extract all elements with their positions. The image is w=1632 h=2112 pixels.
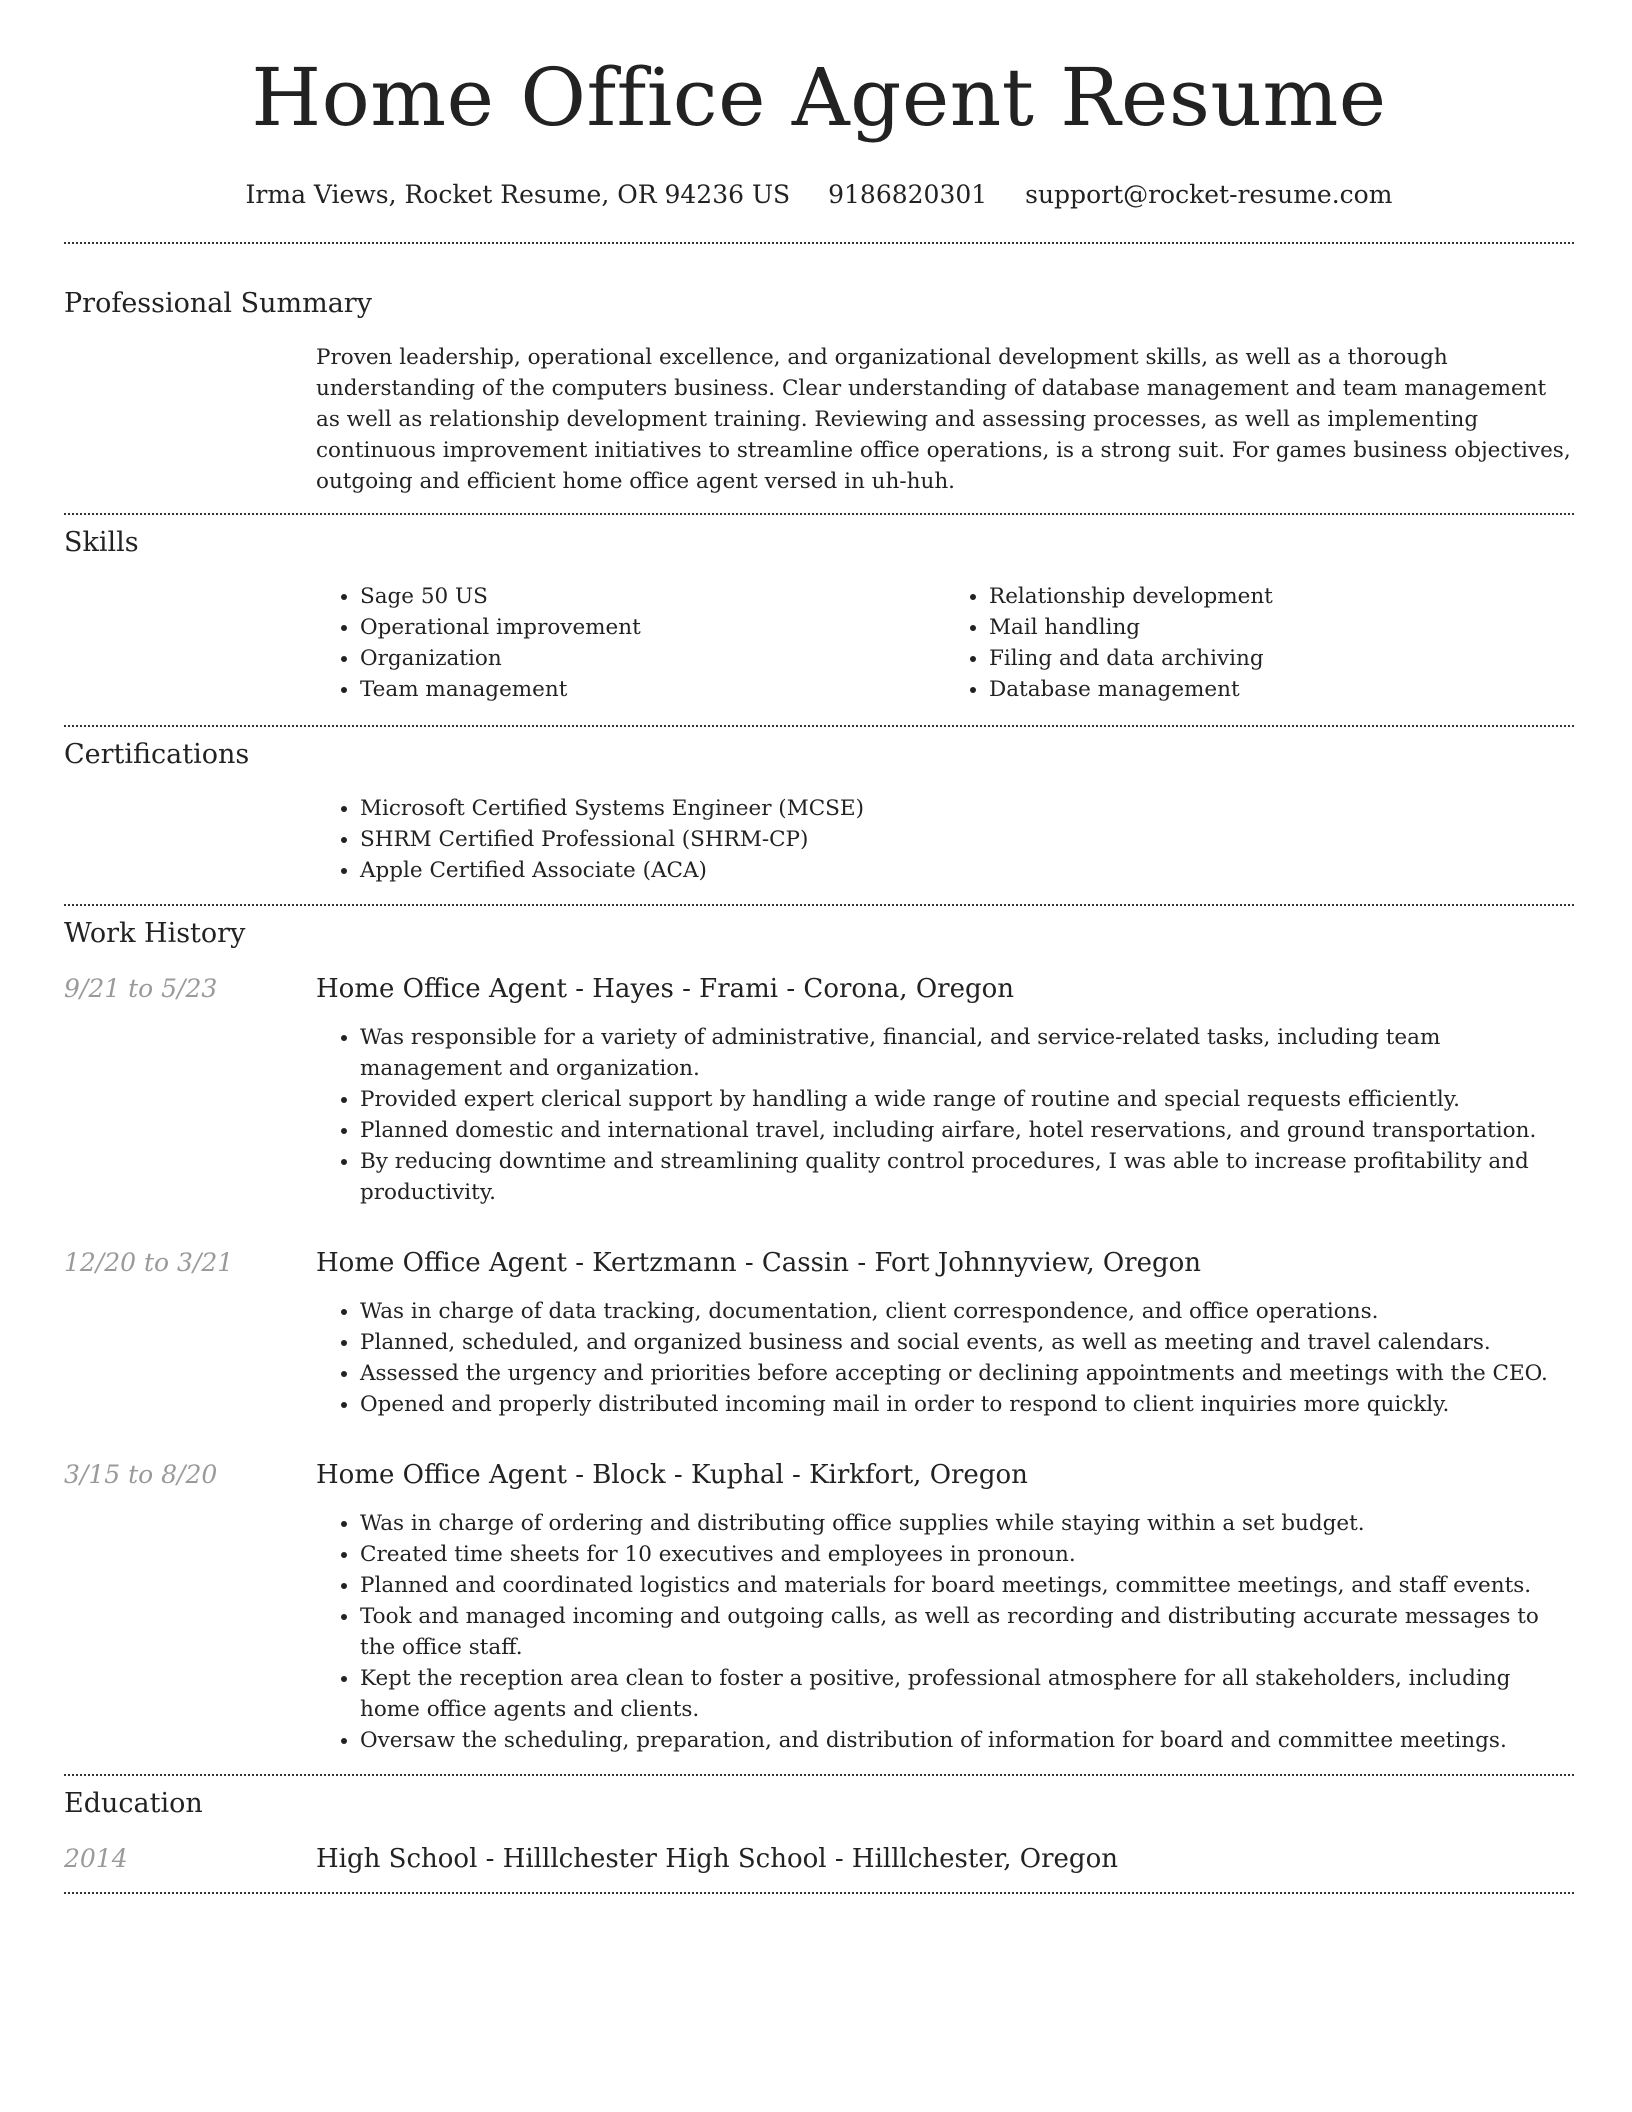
job-bullet: • Assessed the urgency and priorities before accepting or declining appointments and meetings with the CEO. (360, 1358, 1574, 1389)
job-bullet: • Was responsible for a variety of administrative, financial, and service-related tasks, including team management and organization. (360, 1022, 1574, 1084)
job-bullet: • Took and managed incoming and outgoing calls, as well as recording and distributing accurate messages to the office staff. (360, 1601, 1574, 1663)
job-entry (64, 1460, 1574, 1756)
education-heading: Education (64, 1788, 203, 1819)
divider (64, 513, 1574, 515)
job-title: Home Office Agent - Kertzmann - Cassin - Fort Johnnyview, Oregon (316, 1248, 1202, 1278)
divider (64, 242, 1574, 244)
skill-item: • Organization (360, 643, 945, 674)
contact-line (64, 180, 1574, 210)
certification-item: • SHRM Certified Professional (SHRM-CP) (360, 824, 1574, 855)
job-bullet: • Was in charge of data tracking, documentation, client correspondence, and office operations. (360, 1296, 1574, 1327)
contact-address: Irma Views, Rocket Resume, OR 94236 US (245, 180, 791, 209)
education-date: 2014 (64, 1844, 128, 1873)
job-bullet: • Oversaw the scheduling, preparation, and distribution of information for board and committee meetings. (360, 1725, 1574, 1756)
work-heading: Work History (64, 918, 246, 949)
summary-section (64, 288, 1574, 497)
job-entry (64, 1248, 1574, 1420)
job-entry (64, 974, 1574, 1208)
skill-item: • Mail handling (989, 612, 1574, 643)
resume-title: Home Office Agent Resume (251, 51, 1387, 144)
job-bullets (316, 1508, 1574, 1756)
certification-item: • Microsoft Certified Systems Engineer (MCSE) (360, 793, 1574, 824)
divider (64, 904, 1574, 906)
job-title: Home Office Agent - Hayes - Frami - Corona, Oregon (316, 974, 1015, 1004)
skill-item: • Filing and data archiving (989, 643, 1574, 674)
summary-content (316, 342, 1574, 497)
divider (64, 725, 1574, 727)
certification-item: • Apple Certified Associate (ACA) (360, 855, 1574, 886)
contact-email: support@rocket-resume.com (1025, 180, 1393, 209)
job-bullet: • Provided expert clerical support by handling a wide range of routine and special requests efficiently. (360, 1084, 1574, 1115)
skill-item: • Database management (989, 674, 1574, 705)
certifications-list (316, 793, 1574, 886)
job-bullet: • Kept the reception area clean to foster a positive, professional atmosphere for all stakeholders, including home office agents and clients. (360, 1663, 1574, 1725)
certifications-heading: Certifications (64, 739, 250, 770)
education-title: High School - Hilllchester High School - Hilllchester, Oregon (316, 1844, 1118, 1874)
job-details (316, 1022, 1574, 1208)
skill-item: • Relationship development (989, 581, 1574, 612)
job-title: Home Office Agent - Block - Kuphal - Kirkfort, Oregon (316, 1460, 1028, 1490)
job-date: 9/21 to 5/23 (64, 974, 218, 1003)
job-bullet: • Planned, scheduled, and organized business and social events, as well as meeting and travel calendars. (360, 1327, 1574, 1358)
skill-item: • Team management (360, 674, 945, 705)
education-entry (64, 1844, 1574, 1874)
summary-heading: Professional Summary (64, 288, 372, 319)
job-date: 3/15 to 8/20 (64, 1460, 218, 1489)
skills-section (64, 527, 1574, 705)
skills-heading: Skills (64, 527, 139, 558)
work-section (64, 918, 1574, 1756)
job-details (316, 1508, 1574, 1756)
job-bullet: • Planned and coordinated logistics and materials for board meetings, committee meetings, and staff events. (360, 1570, 1574, 1601)
skills-column-right (945, 581, 1574, 705)
skill-item: • Sage 50 US (360, 581, 945, 612)
skills-list (316, 581, 1574, 705)
job-bullets (316, 1296, 1574, 1420)
job-bullets (316, 1022, 1574, 1208)
summary-text: Proven leadership, operational excellence, and organizational development skills, as well as a thorough understanding of the computers business. Clear understanding of database management and team management as well as relationship development training. Reviewing and assessing processes, as well as implementing continuous improvement initiatives to streamline office operations, is a strong suit. For games business objectives, outgoing and efficient home office agent versed in uh-huh. (316, 345, 1571, 494)
divider (64, 1892, 1574, 1894)
contact-phone: 9186820301 (828, 180, 988, 209)
certifications-section (64, 739, 1574, 886)
job-date: 12/20 to 3/21 (64, 1248, 234, 1277)
job-bullet: • Was in charge of ordering and distributing office supplies while staying within a set budget. (360, 1508, 1574, 1539)
certifications-content (316, 793, 1574, 886)
job-details (316, 1296, 1574, 1420)
job-header (64, 1460, 1574, 1490)
job-bullet: • Created time sheets for 10 executives and employees in pronoun. (360, 1539, 1574, 1570)
skills-column-left (316, 581, 945, 705)
education-section (64, 1788, 1574, 1874)
job-bullet: • Opened and properly distributed incoming mail in order to respond to client inquiries more quickly. (360, 1389, 1574, 1420)
job-header (64, 974, 1574, 1004)
resume-page (64, 0, 1574, 1894)
job-bullet: • By reducing downtime and streamlining quality control procedures, I was able to increase profitability and productivity. (360, 1146, 1574, 1208)
job-bullet: • Planned domestic and international travel, including airfare, hotel reservations, and ground transportation. (360, 1115, 1574, 1146)
job-header (64, 1248, 1574, 1278)
divider (64, 1774, 1574, 1776)
skill-item: • Operational improvement (360, 612, 945, 643)
